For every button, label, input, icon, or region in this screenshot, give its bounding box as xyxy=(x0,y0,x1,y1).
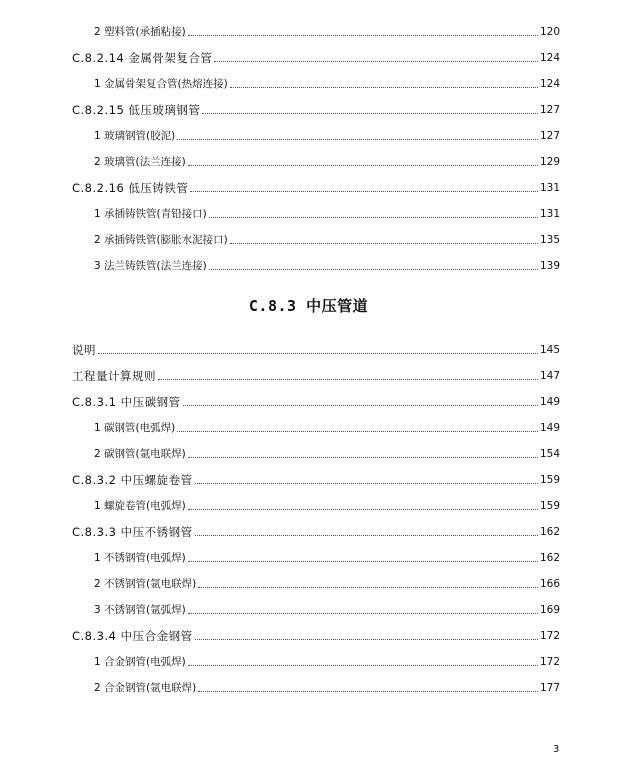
dot-leader xyxy=(198,691,538,692)
toc-entry[interactable] xyxy=(94,679,560,695)
dot-leader xyxy=(198,587,538,588)
toc-entry-label: C.8.3.2 中压螺旋卷管 xyxy=(72,473,193,487)
page-number: 3 xyxy=(553,744,560,755)
toc-entry-page: 120 xyxy=(539,26,560,38)
dot-leader xyxy=(177,139,538,140)
toc-entry[interactable] xyxy=(94,127,560,143)
toc-entry-page: 131 xyxy=(539,208,560,220)
toc-entry-page: 172 xyxy=(539,656,560,668)
dot-leader xyxy=(188,165,538,166)
toc-entry-page: 131 xyxy=(539,182,560,194)
dot-leader xyxy=(195,535,538,536)
toc-entry-page: 127 xyxy=(539,130,560,142)
toc-entry-page: 124 xyxy=(539,52,560,64)
toc-entry-label: 1 合金钢管(电弧焊) xyxy=(94,656,186,668)
toc-entry[interactable] xyxy=(72,179,560,195)
toc-entry-label: 2 碳钢管(氩电联焊) xyxy=(94,448,186,460)
dot-leader xyxy=(188,509,538,510)
dot-leader xyxy=(195,639,538,640)
dot-leader xyxy=(190,191,538,192)
toc-entry-page: 166 xyxy=(539,578,560,590)
dot-leader xyxy=(230,243,538,244)
toc-entry[interactable] xyxy=(94,445,560,461)
toc-entry-page: 149 xyxy=(539,396,560,408)
toc-entry-page: 159 xyxy=(539,500,560,512)
toc-entry[interactable] xyxy=(94,231,560,247)
toc-entry-label: 1 不锈钢管(电弧焊) xyxy=(94,552,186,564)
toc-entry[interactable] xyxy=(94,601,560,617)
dot-leader xyxy=(230,87,538,88)
toc-entry-label: C.8.2.15 低压玻璃钢管 xyxy=(72,103,201,117)
dot-leader xyxy=(188,613,538,614)
toc-entry[interactable] xyxy=(72,341,560,357)
toc-entry-page: 145 xyxy=(539,344,560,356)
toc-entry[interactable] xyxy=(72,367,560,383)
toc-entry-label: C.8.3.3 中压不锈钢管 xyxy=(72,525,193,539)
toc-entry[interactable] xyxy=(94,23,560,39)
toc-entry[interactable] xyxy=(94,549,560,565)
toc-entry-label: 3 法兰铸铁管(法兰连接) xyxy=(94,260,207,272)
dot-leader xyxy=(183,405,538,406)
dot-leader xyxy=(195,483,538,484)
toc-entry[interactable] xyxy=(72,393,560,409)
toc-entry-label: C.8.3.4 中压合金钢管 xyxy=(72,629,193,643)
toc-entry-page: 127 xyxy=(539,104,560,116)
toc-entry-page: 135 xyxy=(539,234,560,246)
toc-entry-page: 139 xyxy=(539,260,560,272)
toc-entry-label: 1 承插铸铁管(青铅接口) xyxy=(94,208,207,220)
dot-leader xyxy=(188,457,538,458)
toc-entry-label: 2 塑料管(承插粘接) xyxy=(94,26,186,38)
toc-entry[interactable] xyxy=(94,153,560,169)
toc-entry-label: 说明 xyxy=(72,343,96,357)
toc-entry[interactable] xyxy=(94,205,560,221)
toc-entry-page: 124 xyxy=(539,78,560,90)
toc-entry-label: 1 碳钢管(电弧焊) xyxy=(94,422,176,434)
dot-leader xyxy=(209,269,538,270)
toc-entry-label: 2 玻璃管(法兰连接) xyxy=(94,156,186,168)
toc-entry-page: 162 xyxy=(539,552,560,564)
toc-entry-page: 129 xyxy=(539,156,560,168)
dot-leader xyxy=(209,217,538,218)
toc-entry-label: 工程量计算规则 xyxy=(72,369,156,383)
toc-entry-label: C.8.3.1 中压碳钢管 xyxy=(72,395,181,409)
toc-entry-page: 149 xyxy=(539,422,560,434)
toc-entry[interactable] xyxy=(94,575,560,591)
toc-entry-label: 2 合金钢管(氩电联焊) xyxy=(94,682,197,694)
toc-entry[interactable] xyxy=(72,471,560,487)
toc-entry[interactable] xyxy=(94,653,560,669)
dot-leader xyxy=(158,379,538,380)
toc-entry-page: 169 xyxy=(539,604,560,616)
section-heading: C.8.3 中压管道 xyxy=(248,297,369,315)
toc-entry-label: 1 金属骨架复合管(热熔连接) xyxy=(94,78,228,90)
dot-leader xyxy=(188,35,538,36)
dot-leader xyxy=(202,113,538,114)
toc-entry[interactable] xyxy=(72,101,560,117)
toc-entry-page: 177 xyxy=(539,682,560,694)
toc-entry-label: 1 玻璃钢管(胶泥) xyxy=(94,130,176,142)
dot-leader xyxy=(188,665,538,666)
toc-entry[interactable] xyxy=(94,257,560,273)
toc-entry-label: 1 螺旋卷管(电弧焊) xyxy=(94,500,186,512)
toc-entry-label: 2 承插铸铁管(膨胀水泥接口) xyxy=(94,234,228,246)
dot-leader xyxy=(214,61,538,62)
dot-leader xyxy=(98,353,538,354)
toc-entry-page: 154 xyxy=(539,448,560,460)
toc-entry[interactable] xyxy=(72,523,560,539)
toc-entry-page: 172 xyxy=(539,630,560,642)
toc-entry-label: C.8.2.14 金属骨架复合管 xyxy=(72,51,213,65)
toc-entry-page: 159 xyxy=(539,474,560,486)
toc-entry-label: 3 不锈钢管(氩弧焊) xyxy=(94,604,186,616)
dot-leader xyxy=(177,431,538,432)
toc-entry[interactable] xyxy=(94,75,560,91)
toc-entry[interactable] xyxy=(94,497,560,513)
toc-entry[interactable] xyxy=(72,49,560,65)
toc-entry-page: 147 xyxy=(539,370,560,382)
toc-entry[interactable] xyxy=(72,627,560,643)
toc-entry[interactable] xyxy=(94,419,560,435)
toc-entry-page: 162 xyxy=(539,526,560,538)
dot-leader xyxy=(188,561,538,562)
toc-entry-label: 2 不锈钢管(氩电联焊) xyxy=(94,578,197,590)
toc-entry-label: C.8.2.16 低压铸铁管 xyxy=(72,181,189,195)
